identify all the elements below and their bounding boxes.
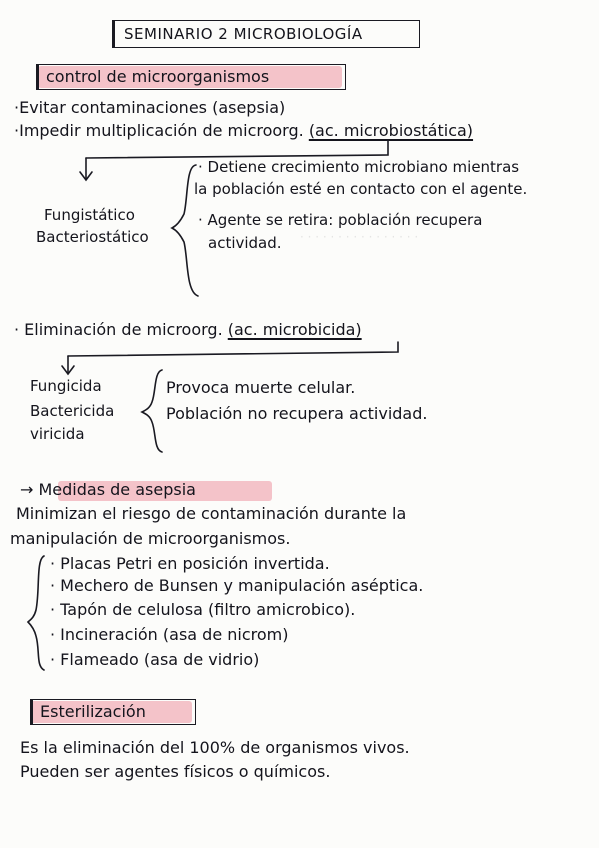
- esterilizacion-line-2: Pueden ser agentes físicos o químicos.: [20, 762, 331, 781]
- agent-fungicida: Fungicida: [30, 377, 102, 395]
- bleed-through: · · · · · · · · · · · · · · · ·: [300, 230, 419, 244]
- agent-fungistatico: Fungistático: [44, 206, 135, 224]
- static-point-2: la población esté en contacto con el agente.: [194, 180, 528, 198]
- asepsia-intro-1: Minimizan el riesgo de contaminación durante la: [16, 504, 407, 523]
- cidal-point-1: Provoca muerte celular.: [166, 378, 356, 397]
- asepsia-item-incineracion: · Incineración (asa de nicrom): [50, 625, 289, 644]
- bullet-impedir: ·Impedir multiplicación de microorg. (ac. microbiostática): [14, 121, 474, 140]
- agent-bactericida: Bactericida: [30, 402, 115, 420]
- microbicidal-label: (ac. microbicida): [227, 320, 362, 339]
- brace-static: [172, 165, 198, 296]
- asepsia-item-tapon: · Tapón de celulosa (filtro amicrobico).: [50, 600, 356, 619]
- connector-cidal: [68, 342, 398, 356]
- brace-asepsia: [28, 556, 44, 670]
- bullet-evitar: ·Evitar contaminaciones (asepsia): [14, 98, 286, 117]
- esterilizacion-heading: Esterilización: [40, 702, 146, 721]
- static-point-4: actividad.: [208, 234, 282, 252]
- connector-static: [86, 140, 388, 158]
- microbiostatic-label: (ac. microbiostática): [308, 121, 474, 140]
- agent-viricida: viricida: [30, 425, 85, 443]
- control-heading: control de microorganismos: [46, 67, 270, 86]
- asepsia-item-flameado: · Flameado (asa de vidrio): [50, 650, 260, 669]
- asepsia-item-mechero: · Mechero de Bunsen y manipulación aséptica.: [50, 576, 424, 595]
- asepsia-item-placas: · Placas Petri en posición invertida.: [50, 554, 330, 573]
- asepsia-intro-2: manipulación de microorganismos.: [10, 529, 291, 548]
- page-title: SEMINARIO 2 MICROBIOLOGÍA: [124, 25, 363, 43]
- bullet-eliminacion: · Eliminación de microorg. (ac. microbicida): [14, 320, 362, 339]
- agent-bacteriostatico: Bacteriostático: [36, 228, 149, 246]
- brace-cidal: [142, 370, 162, 452]
- esterilizacion-line-1: Es la eliminación del 100% de organismos vivos.: [20, 738, 410, 757]
- static-point-3: · Agente se retira: población recupera: [198, 211, 483, 229]
- asepsia-heading: → Medidas de asepsia: [20, 480, 196, 499]
- cidal-point-2: Población no recupera actividad.: [166, 404, 428, 423]
- static-point-1: · Detiene crecimiento microbiano mientras: [198, 158, 520, 176]
